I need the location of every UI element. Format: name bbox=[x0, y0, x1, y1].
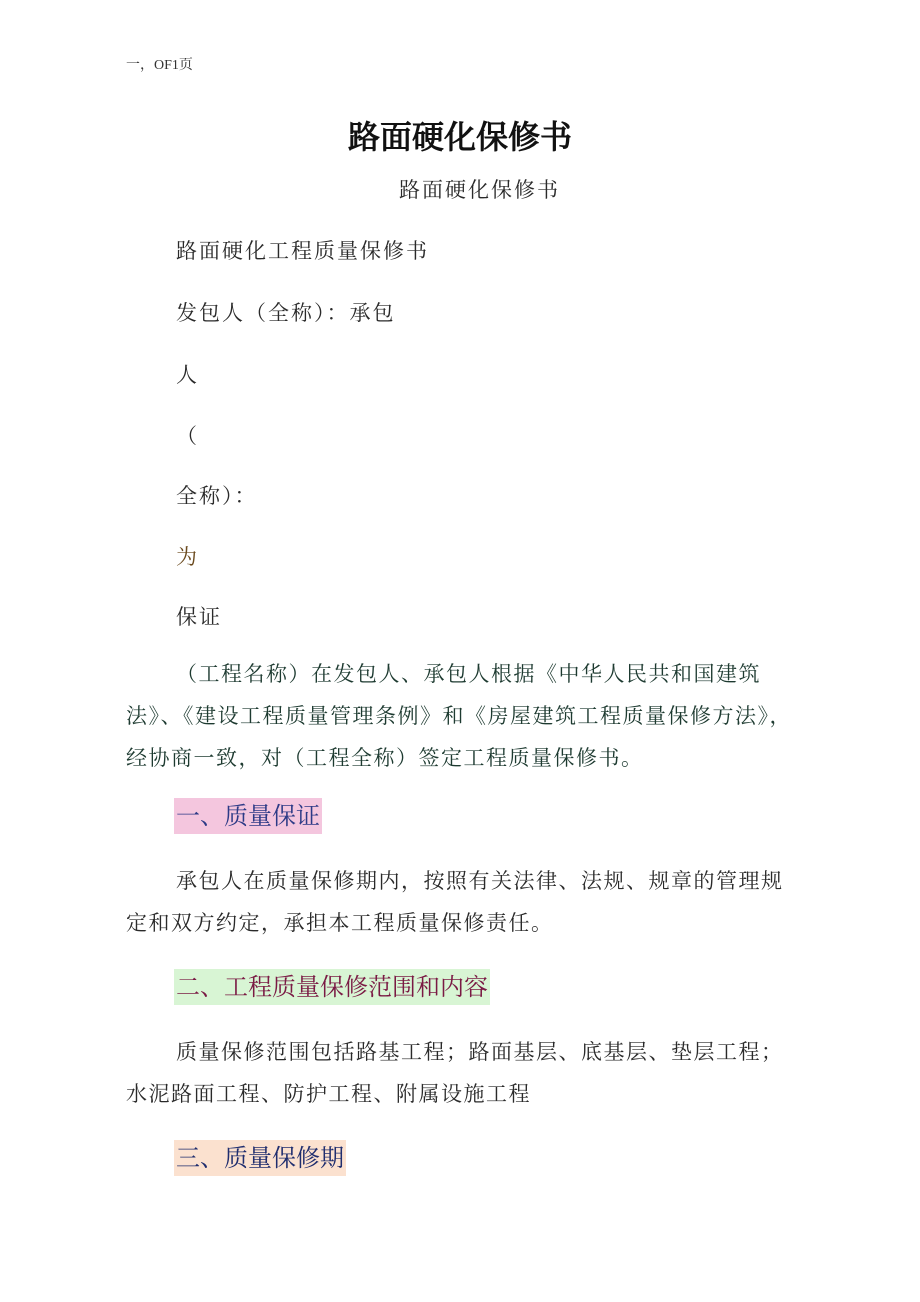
section-body-quality-guarantee bbox=[126, 860, 796, 944]
text-line: 为 bbox=[176, 545, 199, 569]
section-body-text: 承包人在质量保修期内，按照有关法律、法规、规章的管理规定和双方约定，承担本工程质量保修责任。 bbox=[126, 869, 784, 935]
text-line: 保证 bbox=[176, 605, 222, 629]
intro-paragraph bbox=[126, 653, 796, 779]
document-subtitle: 路面硬化保修书 bbox=[399, 178, 560, 202]
text-line: （ bbox=[176, 424, 199, 448]
text-line: 路面硬化工程质量保修书 bbox=[176, 239, 429, 263]
section-heading-warranty-period: 三、质量保修期 bbox=[174, 1140, 346, 1176]
section-body-text: 质量保修范围包括路基工程；路面基层、底基层、垫层工程；水泥路面工程、防护工程、附属设施工程 bbox=[126, 1040, 784, 1106]
text-line: 发包人（全称）：承包 bbox=[176, 301, 396, 325]
page-header: 一，OF1页 bbox=[126, 58, 193, 73]
text-line: 全称）： bbox=[176, 484, 258, 508]
section-heading-warranty-scope: 二、工程质量保修范围和内容 bbox=[174, 969, 490, 1005]
text-line: 人 bbox=[176, 363, 199, 387]
section-body-warranty-scope bbox=[126, 1031, 796, 1115]
section-heading-quality-guarantee: 一、质量保证 bbox=[174, 798, 322, 834]
document-title: 路面硬化保修书 bbox=[347, 118, 572, 156]
intro-paragraph-text: （工程名称）在发包人、承包人根据《中华人民共和国建筑法》、《建设工程质量管理条例》和《房屋建筑工程质量保修方法》，经协商一致，对（工程全称）签定工程质量保修书。 bbox=[126, 662, 792, 770]
